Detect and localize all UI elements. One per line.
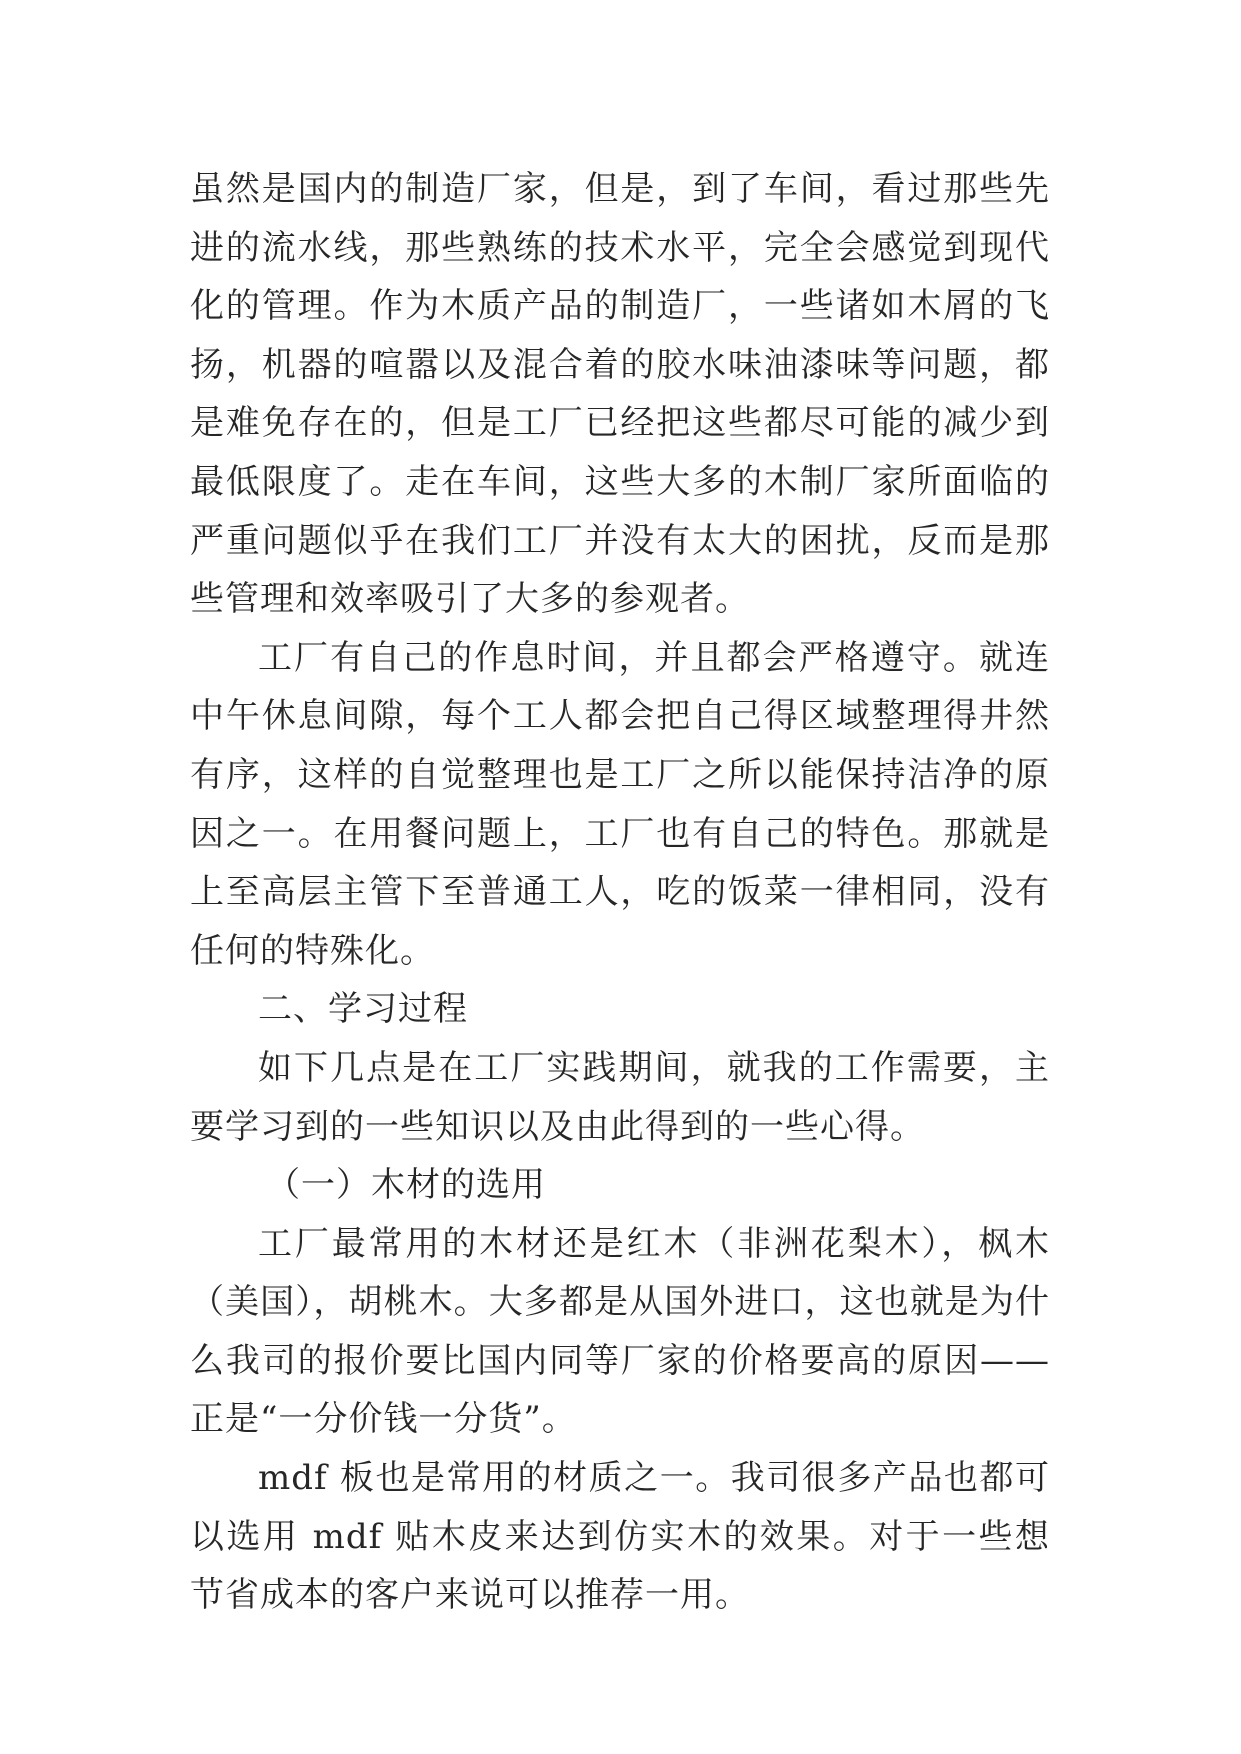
section-heading-learning-process: 二、学习过程 (258, 989, 468, 1030)
document-body (190, 160, 1050, 1625)
paragraph-mdf-board: mdf 板也是常用的材质之一。我司很多产品也都可以选用 mdf 贴木皮来达到仿实木的效果。对于一些想节省成本的客户来说可以推荐一用。 (190, 1458, 1050, 1616)
paragraph-workshop-intro: 虽然是国内的制造厂家，但是，到了车间，看过那些先进的流水线，那些熟练的技术水平，完全会感觉到现代化的管理。作为木质产品的制造厂，一些诸如木屑的飞扬，机器的喧嚣以及混合着的胶水味油漆味等问题，都是难免存在的，但是工厂已经把这些都尽可能的减少到最低限度了。走在车间，这些大多的木制厂家所面临的严重问题似乎在我们工厂并没有太大的困扰，反而是那些管理和效率吸引了大多的参观者。 (190, 169, 1050, 620)
paragraph-learning-intro: 如下几点是在工厂实践期间，就我的工作需要，主要学习到的一些知识以及由此得到的一些心得。 (190, 1047, 1050, 1147)
subsection-heading-wood-selection: （一）木材的选用 (266, 1165, 546, 1206)
paragraph-work-schedule: 工厂有自己的作息时间，并且都会严格遵守。就连中午休息间隙，每个工人都会把自己得区域整理得井然有序，这样的自觉整理也是工厂之所以能保持洁净的原因之一。在用餐问题上，工厂也有自己的特色。那就是上至高层主管下至普通工人，吃的饭菜一律相同，没有任何的特殊化。 (190, 637, 1050, 971)
paragraph-common-woods: 工厂最常用的木材还是红木（非洲花梨木），枫木（美国），胡桃木。大多都是从国外进口，这也就是为什么我司的报价要比国内同等厂家的价格要高的原因——正是“一分价钱一分货”。 (190, 1223, 1050, 1440)
